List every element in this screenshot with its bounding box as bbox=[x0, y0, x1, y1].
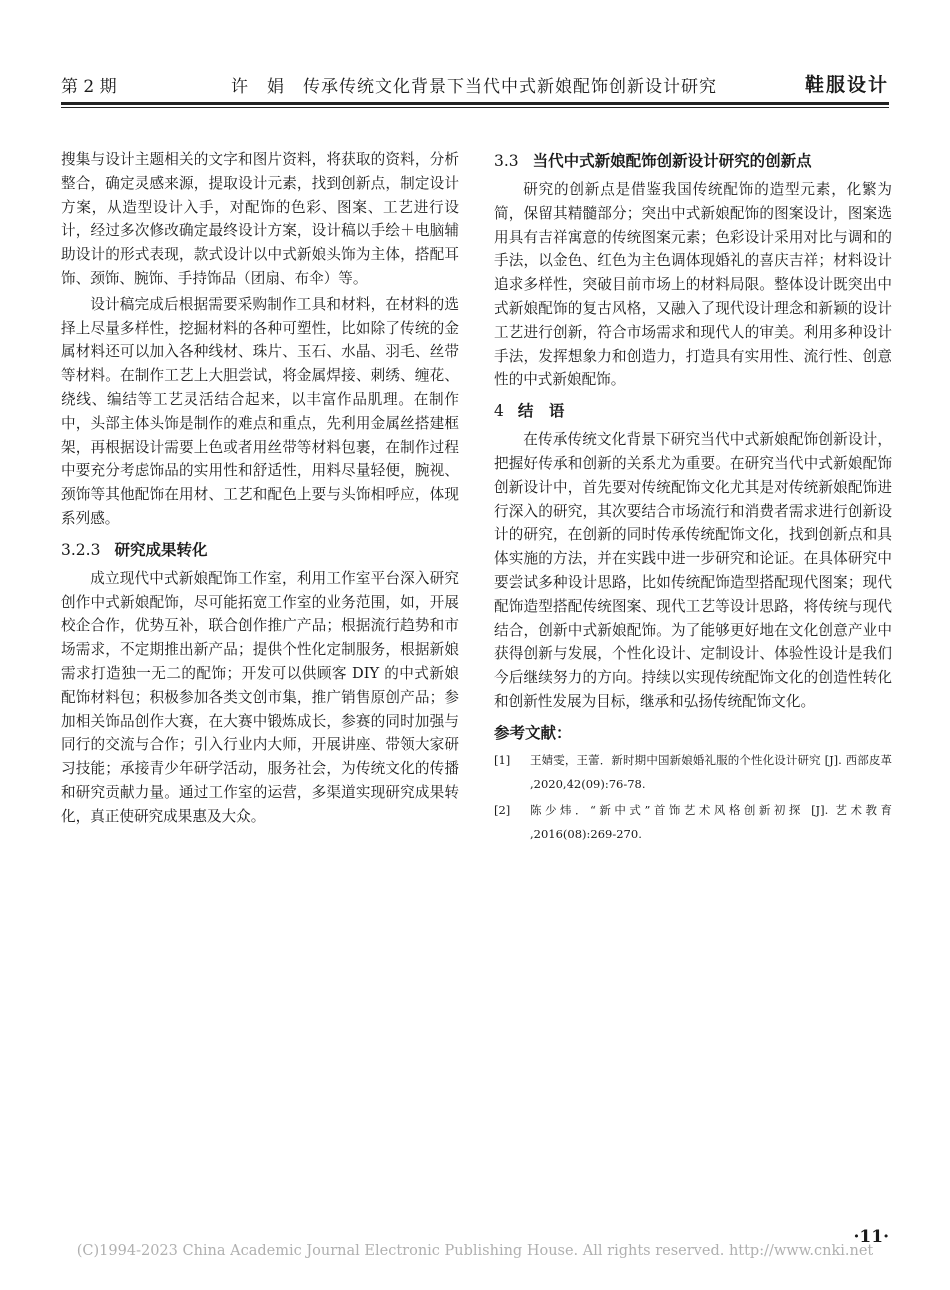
section-number: 3.3 bbox=[494, 152, 519, 170]
section-number: 4 bbox=[494, 402, 504, 421]
right-column bbox=[494, 148, 892, 846]
header-rule-thin bbox=[61, 107, 889, 108]
article-running-title: 许 娟 传承传统文化背景下当代中式新娘配饰创新设计研究 bbox=[231, 77, 717, 97]
left-column bbox=[61, 148, 459, 831]
section-heading-3-3 bbox=[494, 148, 892, 174]
reference-item bbox=[494, 798, 892, 846]
paragraph: 成立现代中式新娘配饰工作室，利用工作室平台深入研究创作中式新娘配饰，尽可能拓宽工作室的业务范围，如，开展校企合作，优势互补，联合创作推广产品；根据流行趋势和市场需求，不定期推出新产品；提供个性化定制服务，根据新娘需求打造独一无二的配饰；开发可以供顾客 DIY 的中式新娘配饰材料包；积极参加各类文创市集，推广销售原创产品；参加相关饰品创作大赛，在大赛中锻炼成长，参赛的同时加强与同行的交流与合作；引入行业内大师，开展讲座、带领大家研习技能；承接青少年研学活动，服务社会，为传统文化的传播和研究贡献力量。通过工作室的运营，多渠道实现研究成果转化，真正使研究成果惠及大众。 bbox=[61, 569, 459, 825]
header-rule-thick bbox=[61, 102, 889, 105]
references-heading: 参考文献： bbox=[494, 723, 572, 742]
paragraph: 搜集与设计主题相关的文字和图片资料，将获取的资料，分析整合，确定灵感来源，提取设计元素，找到创新点，制定设计方案，从造型设计入手，对配饰的色彩、图案、工艺进行设计，经过多次修改确定最终设计方案，设计稿以手绘＋电脑辅助设计的形式表现，款式设计以中式新娘头饰为主体，搭配耳饰、颈饰、腕饰、手持饰品（团扇、布伞）等。 bbox=[61, 151, 459, 287]
paragraph: 在传承传统文化背景下研究当代中式新娘配饰创新设计，把握好传承和创新的关系尤为重要。在研究当代中式新娘配饰创新设计中，首先要对传统配饰文化尤其是对传统新娘配饰进行深入的研究，其次要结合市场流行和消费者需求进行创新设计的研究，在创新的同时传承传统配饰文化，找到创新点和具体实施的方法，并在实践中进一步研究和论证。在具体研究中要尝试多种设计思路，比如传统配饰造型搭配现代图案；现代配饰造型搭配传统图案、现代工艺等设计思路，将传统与现代结合，创新中式新娘配饰。为了能够更好地在文化创意产业中获得创新与发展，个性化设计、定制设计、体验性设计是我们今后继续努力的方向。持续以实现传统配饰文化的创造性转化和创新性发展为目标，继承和弘扬传统配饰文化。 bbox=[494, 431, 892, 710]
section-heading-3-2-3 bbox=[61, 537, 459, 563]
journal-name: 鞋服设计 bbox=[804, 74, 889, 96]
reference-text: 陈少炜．“新中式”首饰艺术风格创新初探 [J]. 艺术教育 ,2016(08):269-270. bbox=[530, 802, 892, 841]
issue-number: 第 2 期 bbox=[61, 77, 117, 97]
reference-item bbox=[494, 748, 892, 796]
section-title: 结 语 bbox=[517, 402, 565, 421]
copyright-footer: (C)1994-2023 China Academic Journal Electronic Publishing House. All rights reserved. http://www.cnki.net bbox=[76, 1243, 874, 1259]
page-number: ·11· bbox=[853, 1227, 889, 1247]
paragraph: 设计稿完成后根据需要采购制作工具和材料，在材料的选择上尽量多样性，挖掘材料的各种可塑性，比如除了传统的金属材料还可以加入各种线材、珠片、玉石、水晶、羽毛、丝带等材料。在制作工艺上大胆尝试，将金属焊接、刺绣、缠花、绕线、编结等工艺灵活结合起来，以丰富作品肌理。在制作中，头部主体头饰是制作的难点和重点，先利用金属丝搭建框架，再根据设计需要上色或者用丝带等材料包裹，在制作过程中要充分考虑饰品的实用性和舒适性，用料尽量轻便，腕视、颈饰等其他配饰在用材、工艺和配色上要与头饰相呼应，体现系列感。 bbox=[61, 295, 459, 527]
paragraph: 研究的创新点是借鉴我国传统配饰的造型元素，化繁为简，保留其精髓部分；突出中式新娘配饰的图案设计，图案选用具有吉祥寓意的传统图案元素；色彩设计采用对比与调和的手法，以金色、红色为主色调体现婚礼的喜庆吉祥；材料设计追求多样性，突破目前市场上的材料局限。整体设计既突出中式新娘配饰的复古风格，又融入了现代设计理念和新颖的设计工艺进行创新，符合市场需求和现代人的审美。利用多种设计手法，发挥想象力和创造力，打造具有实用性、流行性、创意性的中式新娘配饰。 bbox=[494, 181, 892, 389]
reference-text: 王婧雯，王蕾．新时期中国新娘婚礼服的个性化设计研究 [J]. 西部皮革 ,2020,42(09):76-78. bbox=[530, 752, 892, 791]
section-title: 当代中式新娘配饰创新设计研究的创新点 bbox=[532, 152, 812, 170]
section-title: 研究成果转化 bbox=[114, 540, 208, 559]
reference-index: [1] bbox=[494, 752, 511, 767]
running-header bbox=[61, 72, 889, 98]
section-number: 3.2.3 bbox=[61, 540, 101, 559]
section-heading-4 bbox=[494, 398, 892, 424]
reference-index: [2] bbox=[494, 802, 511, 817]
